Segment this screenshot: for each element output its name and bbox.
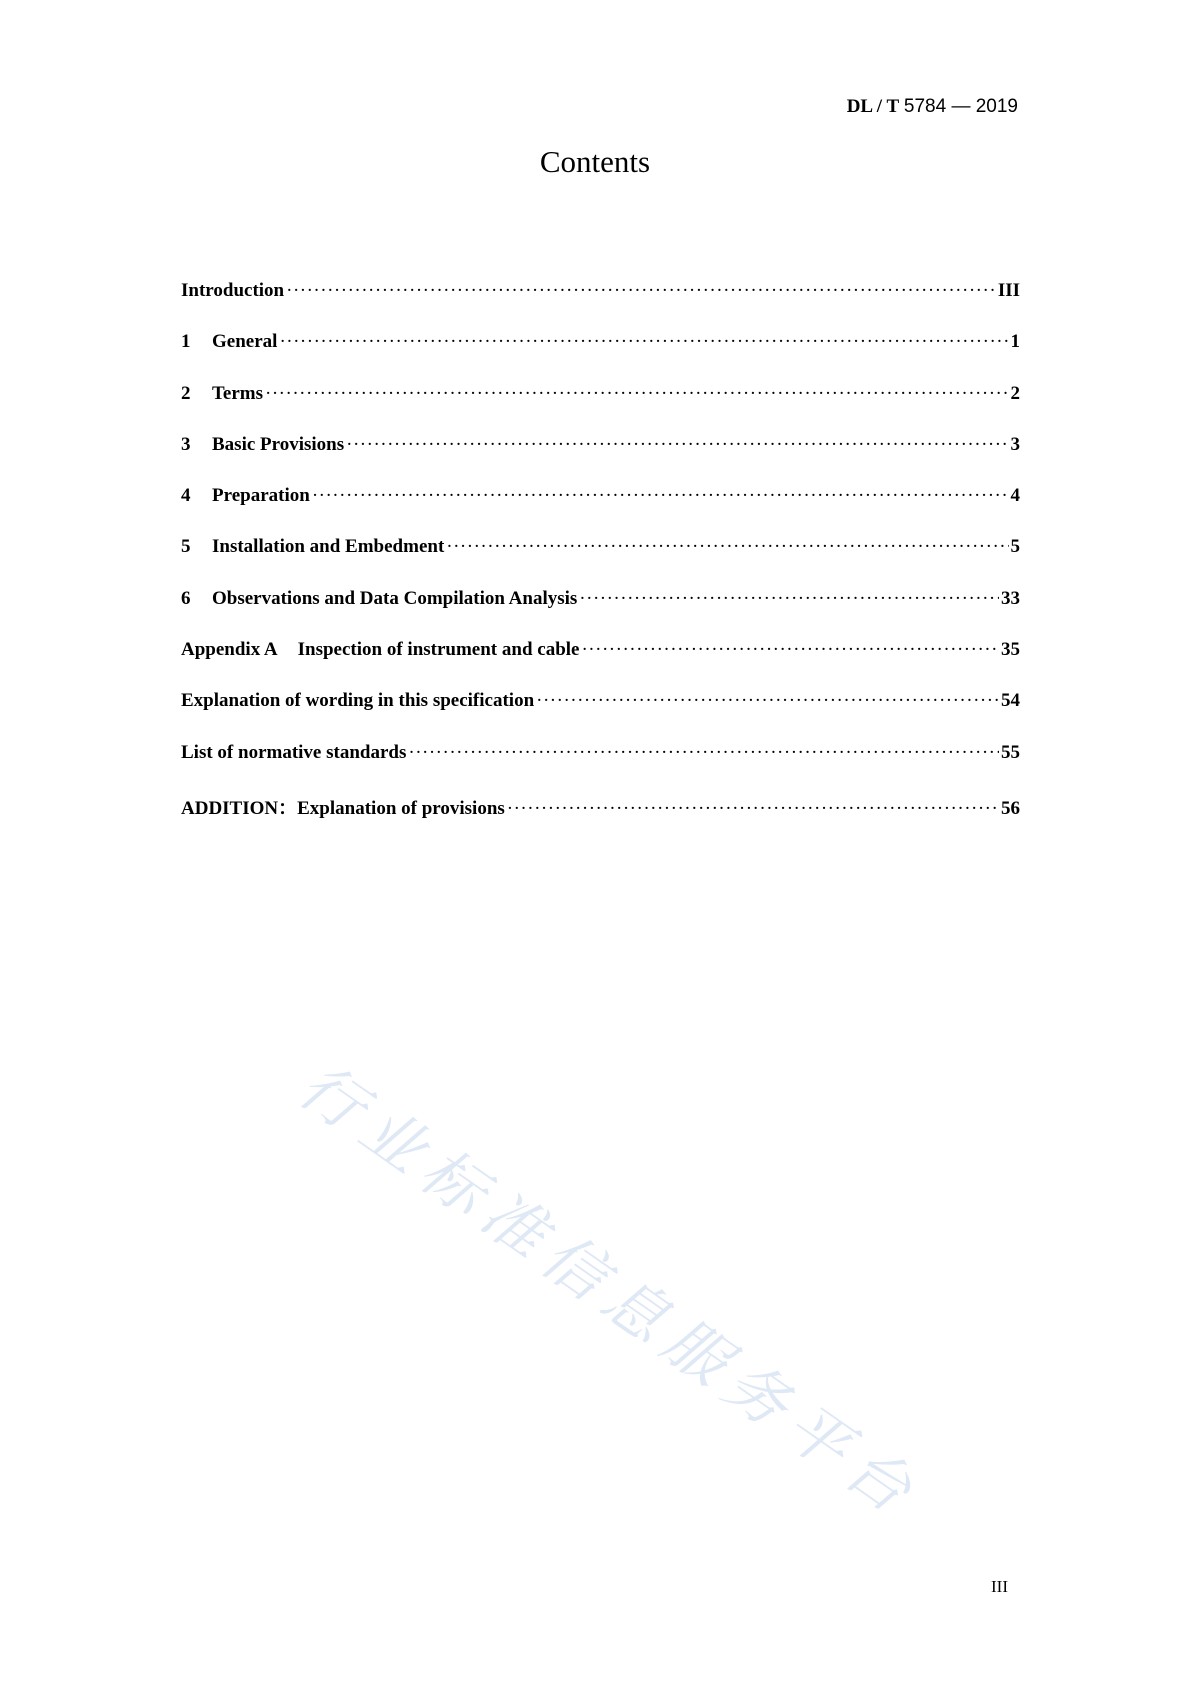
toc-entry-wording[interactable] (181, 690, 1020, 741)
toc-entry-terms[interactable] (181, 383, 1020, 434)
toc-entry-page: 2 (1010, 382, 1020, 404)
toc-entry-page: 35 (1001, 639, 1020, 661)
toc-entry-installation[interactable] (181, 536, 1020, 587)
toc-entry-number: 6 (181, 587, 191, 609)
toc-entry-page: 55 (1001, 741, 1020, 763)
toc-appendix-title: Inspection of instrument and cable (297, 639, 580, 661)
toc-entry-label: Installation and Embedment (212, 536, 445, 558)
toc-entry-page: III (997, 280, 1020, 301)
toc-entry-label: Preparation (212, 485, 310, 507)
toc-entry-number: 4 (181, 485, 191, 507)
toc-entry-label: Observations and Data Compilation Analysis (212, 587, 578, 609)
toc-entry-observations[interactable] (181, 588, 1020, 639)
toc-entry-page: 3 (1010, 433, 1020, 455)
toc-leader-dots (312, 485, 1009, 507)
document-code (847, 96, 1018, 118)
toc-leader-dots (286, 280, 996, 302)
toc-entry-addition[interactable] (181, 793, 1020, 844)
toc-entry-page: 56 (1001, 797, 1020, 819)
toc-leader-dots (408, 742, 999, 764)
toc-leader-dots (279, 331, 1008, 353)
document-code-number: 5784 — 2019 (903, 96, 1018, 117)
toc-entry-label: ADDITION：Explanation of provisions (181, 797, 505, 819)
toc-entry-general[interactable] (181, 331, 1020, 382)
toc-entry-label: General (212, 331, 278, 353)
toc-entry-page: 4 (1010, 485, 1020, 507)
page-number: III (991, 1577, 1008, 1596)
toc-leader-dots (346, 434, 1008, 456)
toc-entry-label (181, 639, 579, 661)
toc-entry-normative-standards[interactable] (181, 742, 1020, 793)
page-title: Contents (539, 144, 651, 179)
toc-entry-introduction[interactable] (181, 280, 1020, 331)
watermark-text: 行业标准信息服务平台 (286, 1048, 935, 1533)
toc-leader-dots (536, 690, 999, 712)
toc-entry-preparation[interactable] (181, 485, 1020, 536)
toc-entry-number: 3 (181, 433, 191, 455)
toc-entry-label: Explanation of wording in this specification (181, 690, 535, 712)
toc-entry-label: Introduction (181, 280, 285, 301)
toc-entry-number: 2 (181, 382, 191, 404)
toc-entry-basic-provisions[interactable] (181, 434, 1020, 485)
toc-leader-dots (446, 536, 1008, 558)
toc-entry-appendix-a[interactable] (181, 639, 1020, 690)
toc-entry-label: Basic Provisions (212, 433, 345, 455)
toc-entry-page: 1 (1010, 331, 1020, 353)
toc-entry-page: 54 (1001, 690, 1020, 712)
toc-leader-dots (579, 588, 999, 610)
table-of-contents (181, 280, 1020, 844)
toc-appendix-prefix: Appendix A (181, 639, 278, 661)
toc-leader-dots (581, 639, 999, 661)
toc-leader-dots (507, 798, 999, 820)
toc-entry-number: 1 (181, 331, 191, 353)
toc-entry-page: 5 (1010, 536, 1020, 558)
toc-entry-page: 33 (1001, 587, 1020, 609)
toc-entry-number: 5 (181, 536, 191, 558)
toc-leader-dots (265, 383, 1008, 405)
toc-entry-label: Terms (212, 382, 264, 404)
document-code-prefix: DL / T (846, 96, 900, 117)
toc-entry-label: List of normative standards (181, 741, 407, 763)
